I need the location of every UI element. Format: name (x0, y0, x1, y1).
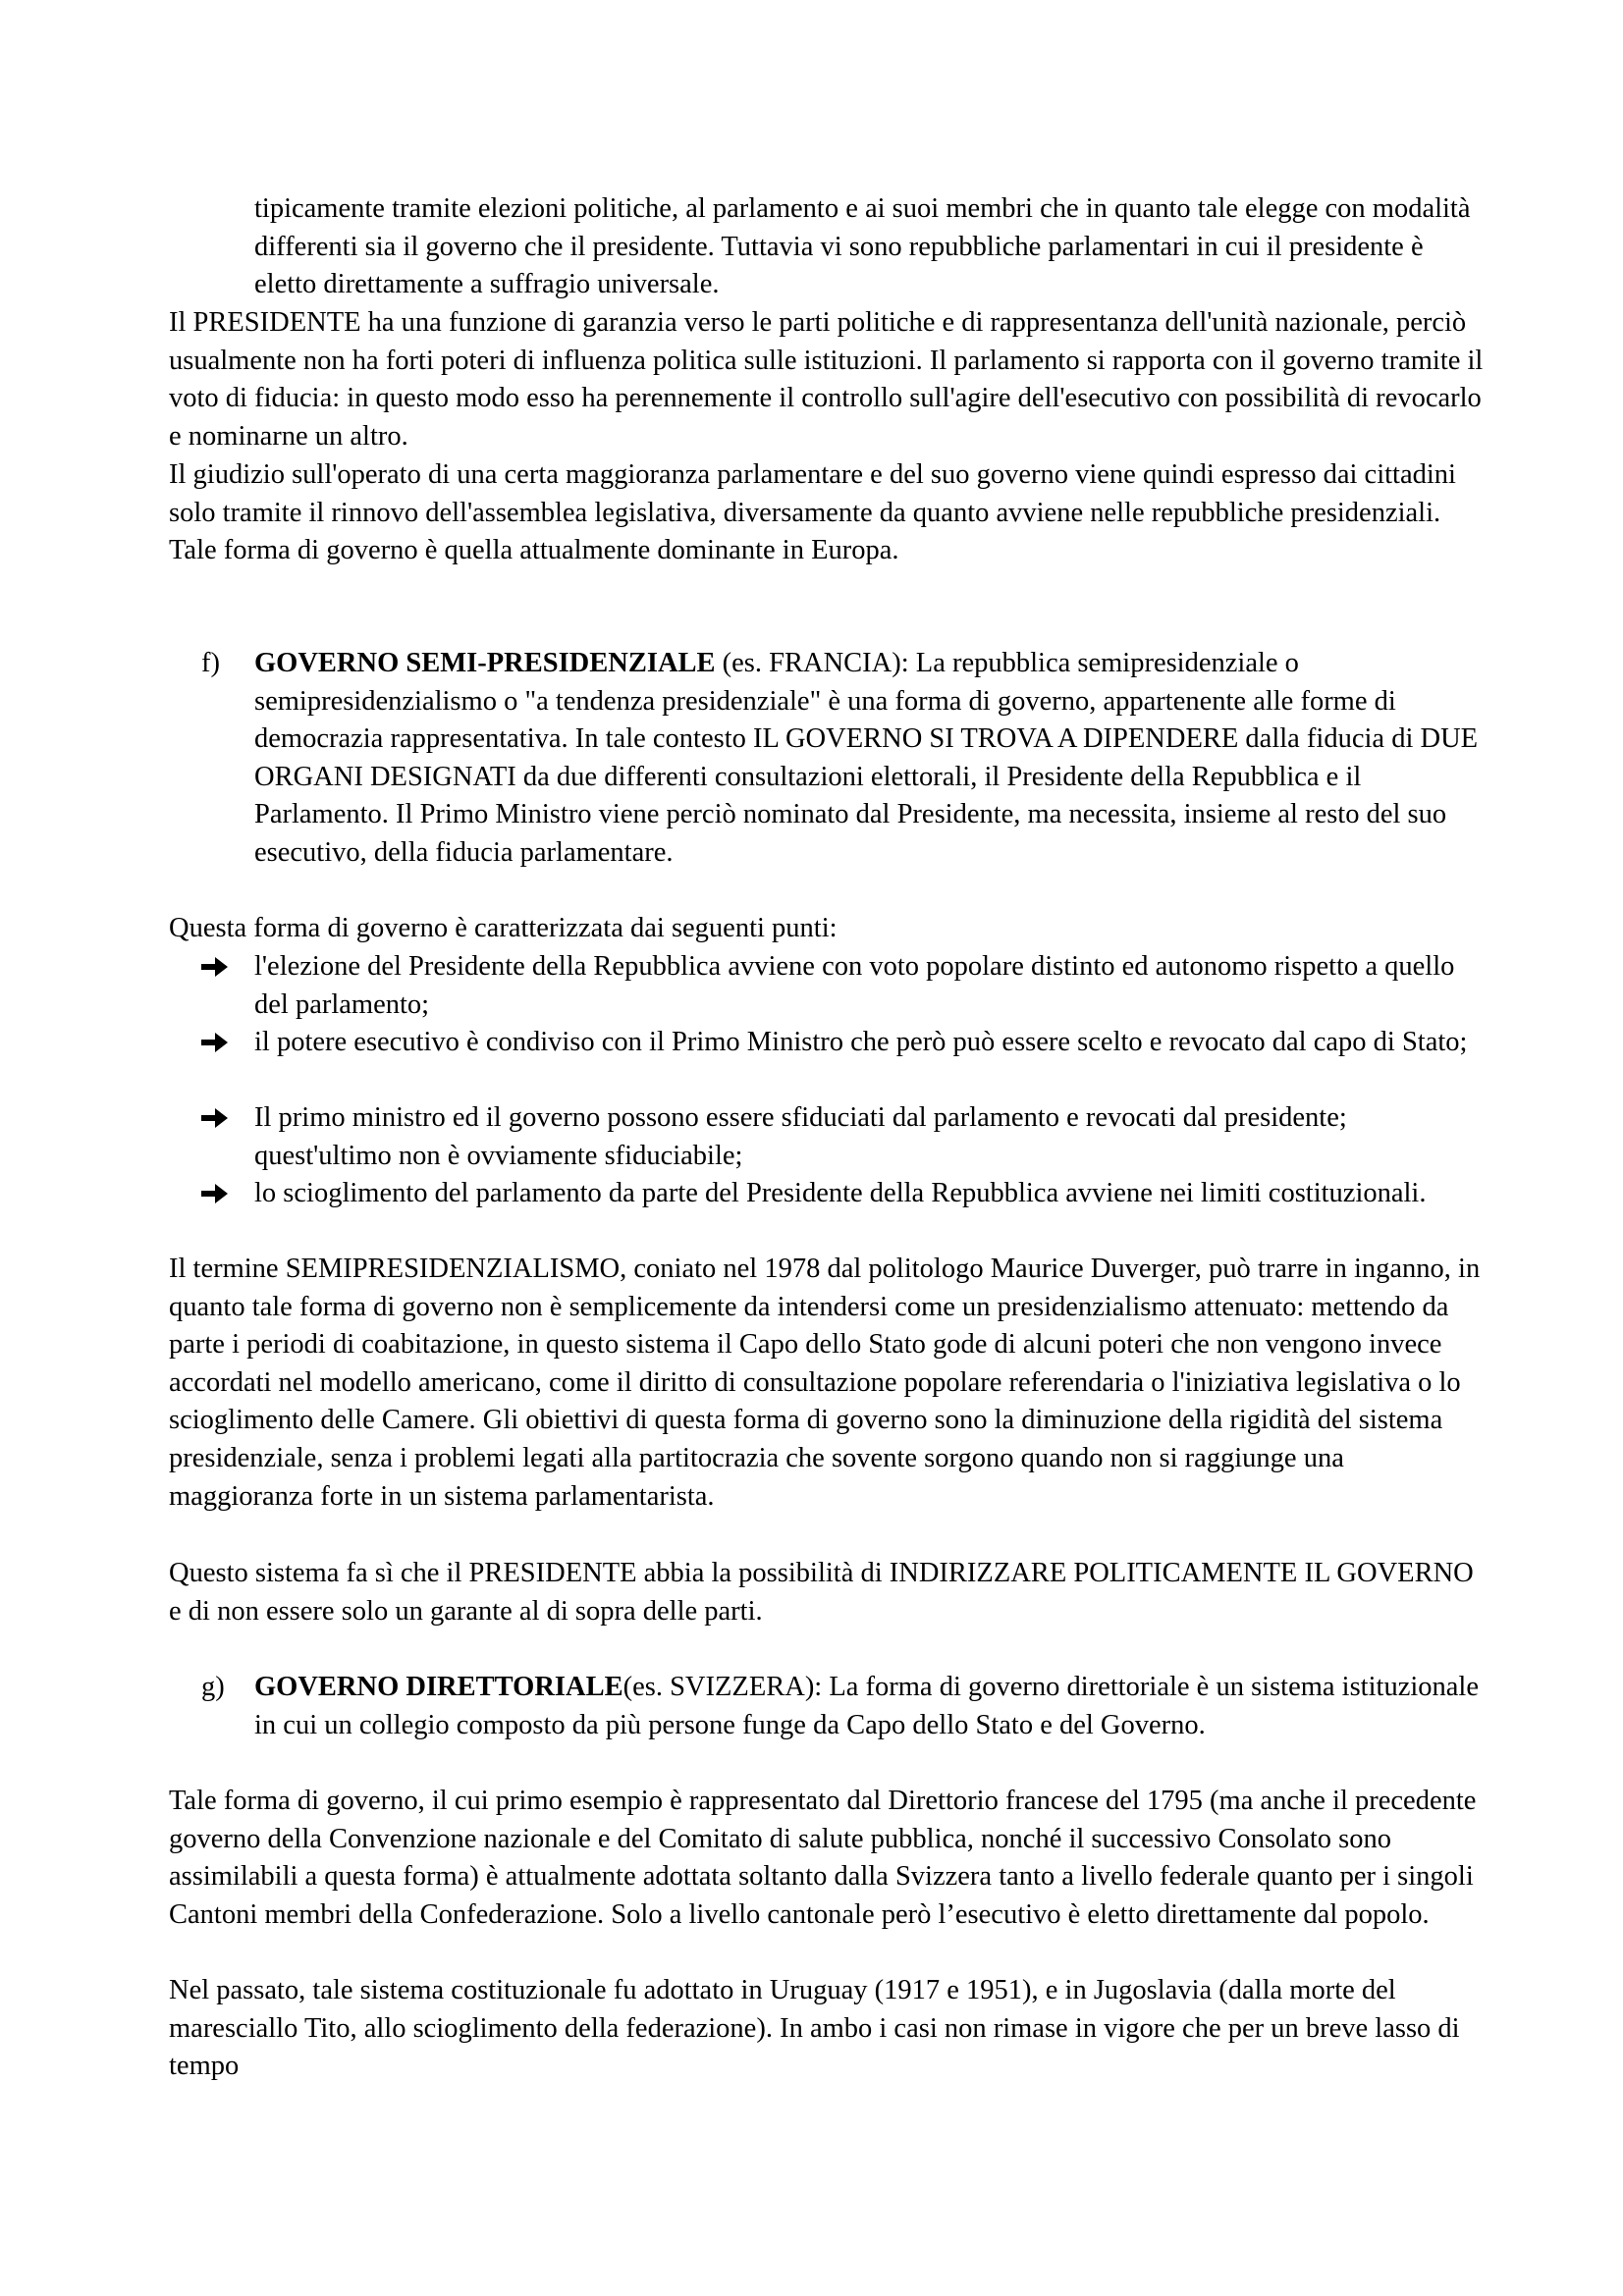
section-g-body (254, 1669, 1485, 1744)
section-f-marker: f) (201, 648, 220, 678)
bullet-text: Il primo ministro ed il governo possono essere sfiduciati dal parlamento e revocati dal presidente; quest'ultimo non è ovviamente sfiduciabile; (254, 1102, 1347, 1171)
arrow-right-icon (201, 1107, 229, 1129)
section-f-paragraph-semipresidenzialismo: Il termine SEMIPRESIDENZIALISMO, coniato nel 1978 dal politologo Maurice Duverger, può trarre in inganno, in quanto tale forma di governo non è semplicemente da intendersi come un presidenzialismo attenuato: mettendo da parte i periodi di coabitazione, in questo sistema il Capo dello Stato gode di alcuni poteri che non vengono invece accordati nel modello americano, come il diritto di consultazione popolare referendaria o l'iniziativa legislativa o lo scioglimento delle Camere. Gli obiettivi di questa forma di governo sono la diminuzione della rigidità del sistema presidenziale, senza i problemi legati alla partitocrazia che sovente sorgono quando non si raggiunge una maggioranza forte in un sistema parlamentarista. (169, 1254, 1481, 1512)
bullet-item (201, 948, 1485, 1024)
bullet-item (201, 1175, 1485, 1213)
bullet-text: lo scioglimento del parlamento da parte del Presidente della Repubblica avviene nei limiti costituzionali. (254, 1178, 1427, 1208)
section-g-heading: GOVERNO DIRETTORIALE (254, 1672, 623, 1702)
section-f-heading: GOVERNO SEMI-PRESIDENZIALE (254, 648, 716, 678)
arrow-right-icon (201, 1183, 229, 1204)
bullet-text: l'elezione del Presidente della Repubblica avviene con voto popolare distinto ed autonomo rispetto a quello del parlamento; (254, 951, 1455, 1020)
section-g-text: (es. SVIZZERA): La forma di governo direttoriale è un sistema istituzionale in cui un collegio composto da più persone funge da Capo dello Stato e del Governo. (254, 1672, 1479, 1740)
section-f-paragraph-indirizzare: Questo sistema fa sì che il PRESIDENTE abbia la possibilità di INDIRIZZARE POLITICAMENTE IL GOVERNO e di non essere solo un garante al di sopra delle parti. (169, 1558, 1474, 1627)
bullet-item (201, 1099, 1485, 1175)
section-g-marker: g) (201, 1672, 225, 1702)
intro-paragraph-presidente: Il PRESIDENTE ha una funzione di garanzia verso le parti politiche e di rappresentanza dell'unità nazionale, perciò usualmente non ha forti poteri di influenza politica sulle istituzioni. Il parlamento si rapporta con il governo tramite il voto di fiducia: in questo modo esso ha perennemente il controllo sull'agire dell'esecutivo con possibilità di revocarlo e nominarne un altro. (169, 307, 1484, 452)
intro-paragraph-giudizio: Il giudizio sull'operato di una certa maggioranza parlamentare e del suo governo viene quindi espresso dai cittadini solo tramite il rinnovo dell'assemblea legislativa, diversamente da quanto avviene nelle repubbliche presidenziali. Tale forma di governo è quella attualmente dominante in Europa. (169, 459, 1456, 566)
arrow-right-icon (201, 956, 229, 978)
section-f-list-intro: Questa forma di governo è caratterizzata dai seguenti punti: (169, 913, 838, 943)
section-g-paragraph-direttorio: Tale forma di governo, il cui primo esempio è rappresentato dal Direttorio francese del 1795 (ma anche il precedente governo della Convenzione nazionale e del Comitato di salute pubblica, nonché il successivo Consolato sono assimilabili a questa forma) è attualmente adottata soltanto dalla Svizzera tanto a livello federale quanto per i singoli Cantoni membri della Confederazione. Solo a livello cantonale però l’esecutivo è eletto direttamente dal popolo. (169, 1786, 1477, 1930)
bullet-text: il potere esecutivo è condiviso con il Primo Ministro che però può essere scelto e revocato dal capo di Stato; (254, 1027, 1468, 1057)
section-f-text: (es. FRANCIA): La repubblica semipresidenziale o semipresidenzialismo o "a tendenza presidenziale" è una forma di governo, appartenente alle forme di democrazia rappresentativa. In tale contesto IL GOVERNO SI TROVA A DIPENDERE dalla fiducia di DUE ORGANI DESIGNATI da due differenti consultazioni elettorali, il Presidente della Repubblica e il Parlamento. Il Primo Ministro viene perciò nominato dal Presidente, ma necessita, insieme al resto del suo esecutivo, della fiducia parlamentare. (254, 648, 1479, 868)
section-g-paragraph-passato: Nel passato, tale sistema costituzionale fu adottato in Uruguay (1917 e 1951), e in Jugoslavia (dalla morte del maresciallo Tito, allo scioglimento della federazione). In ambo i casi non rimase in vigore che per un breve lasso di tempo (169, 1975, 1460, 2082)
intro-continuation: tipicamente tramite elezioni politiche, al parlamento e ai suoi membri che in quanto tale elegge con modalità differenti sia il governo che il presidente. Tuttavia vi sono repubbliche parlamentari in cui il presidente è eletto direttamente a suffragio universale. (254, 193, 1471, 300)
section-f-item (201, 645, 1485, 873)
section-g-item (201, 1669, 1485, 1744)
arrow-right-icon (201, 1032, 229, 1053)
bullet-item (201, 1024, 1485, 1062)
section-f-body (254, 645, 1485, 873)
